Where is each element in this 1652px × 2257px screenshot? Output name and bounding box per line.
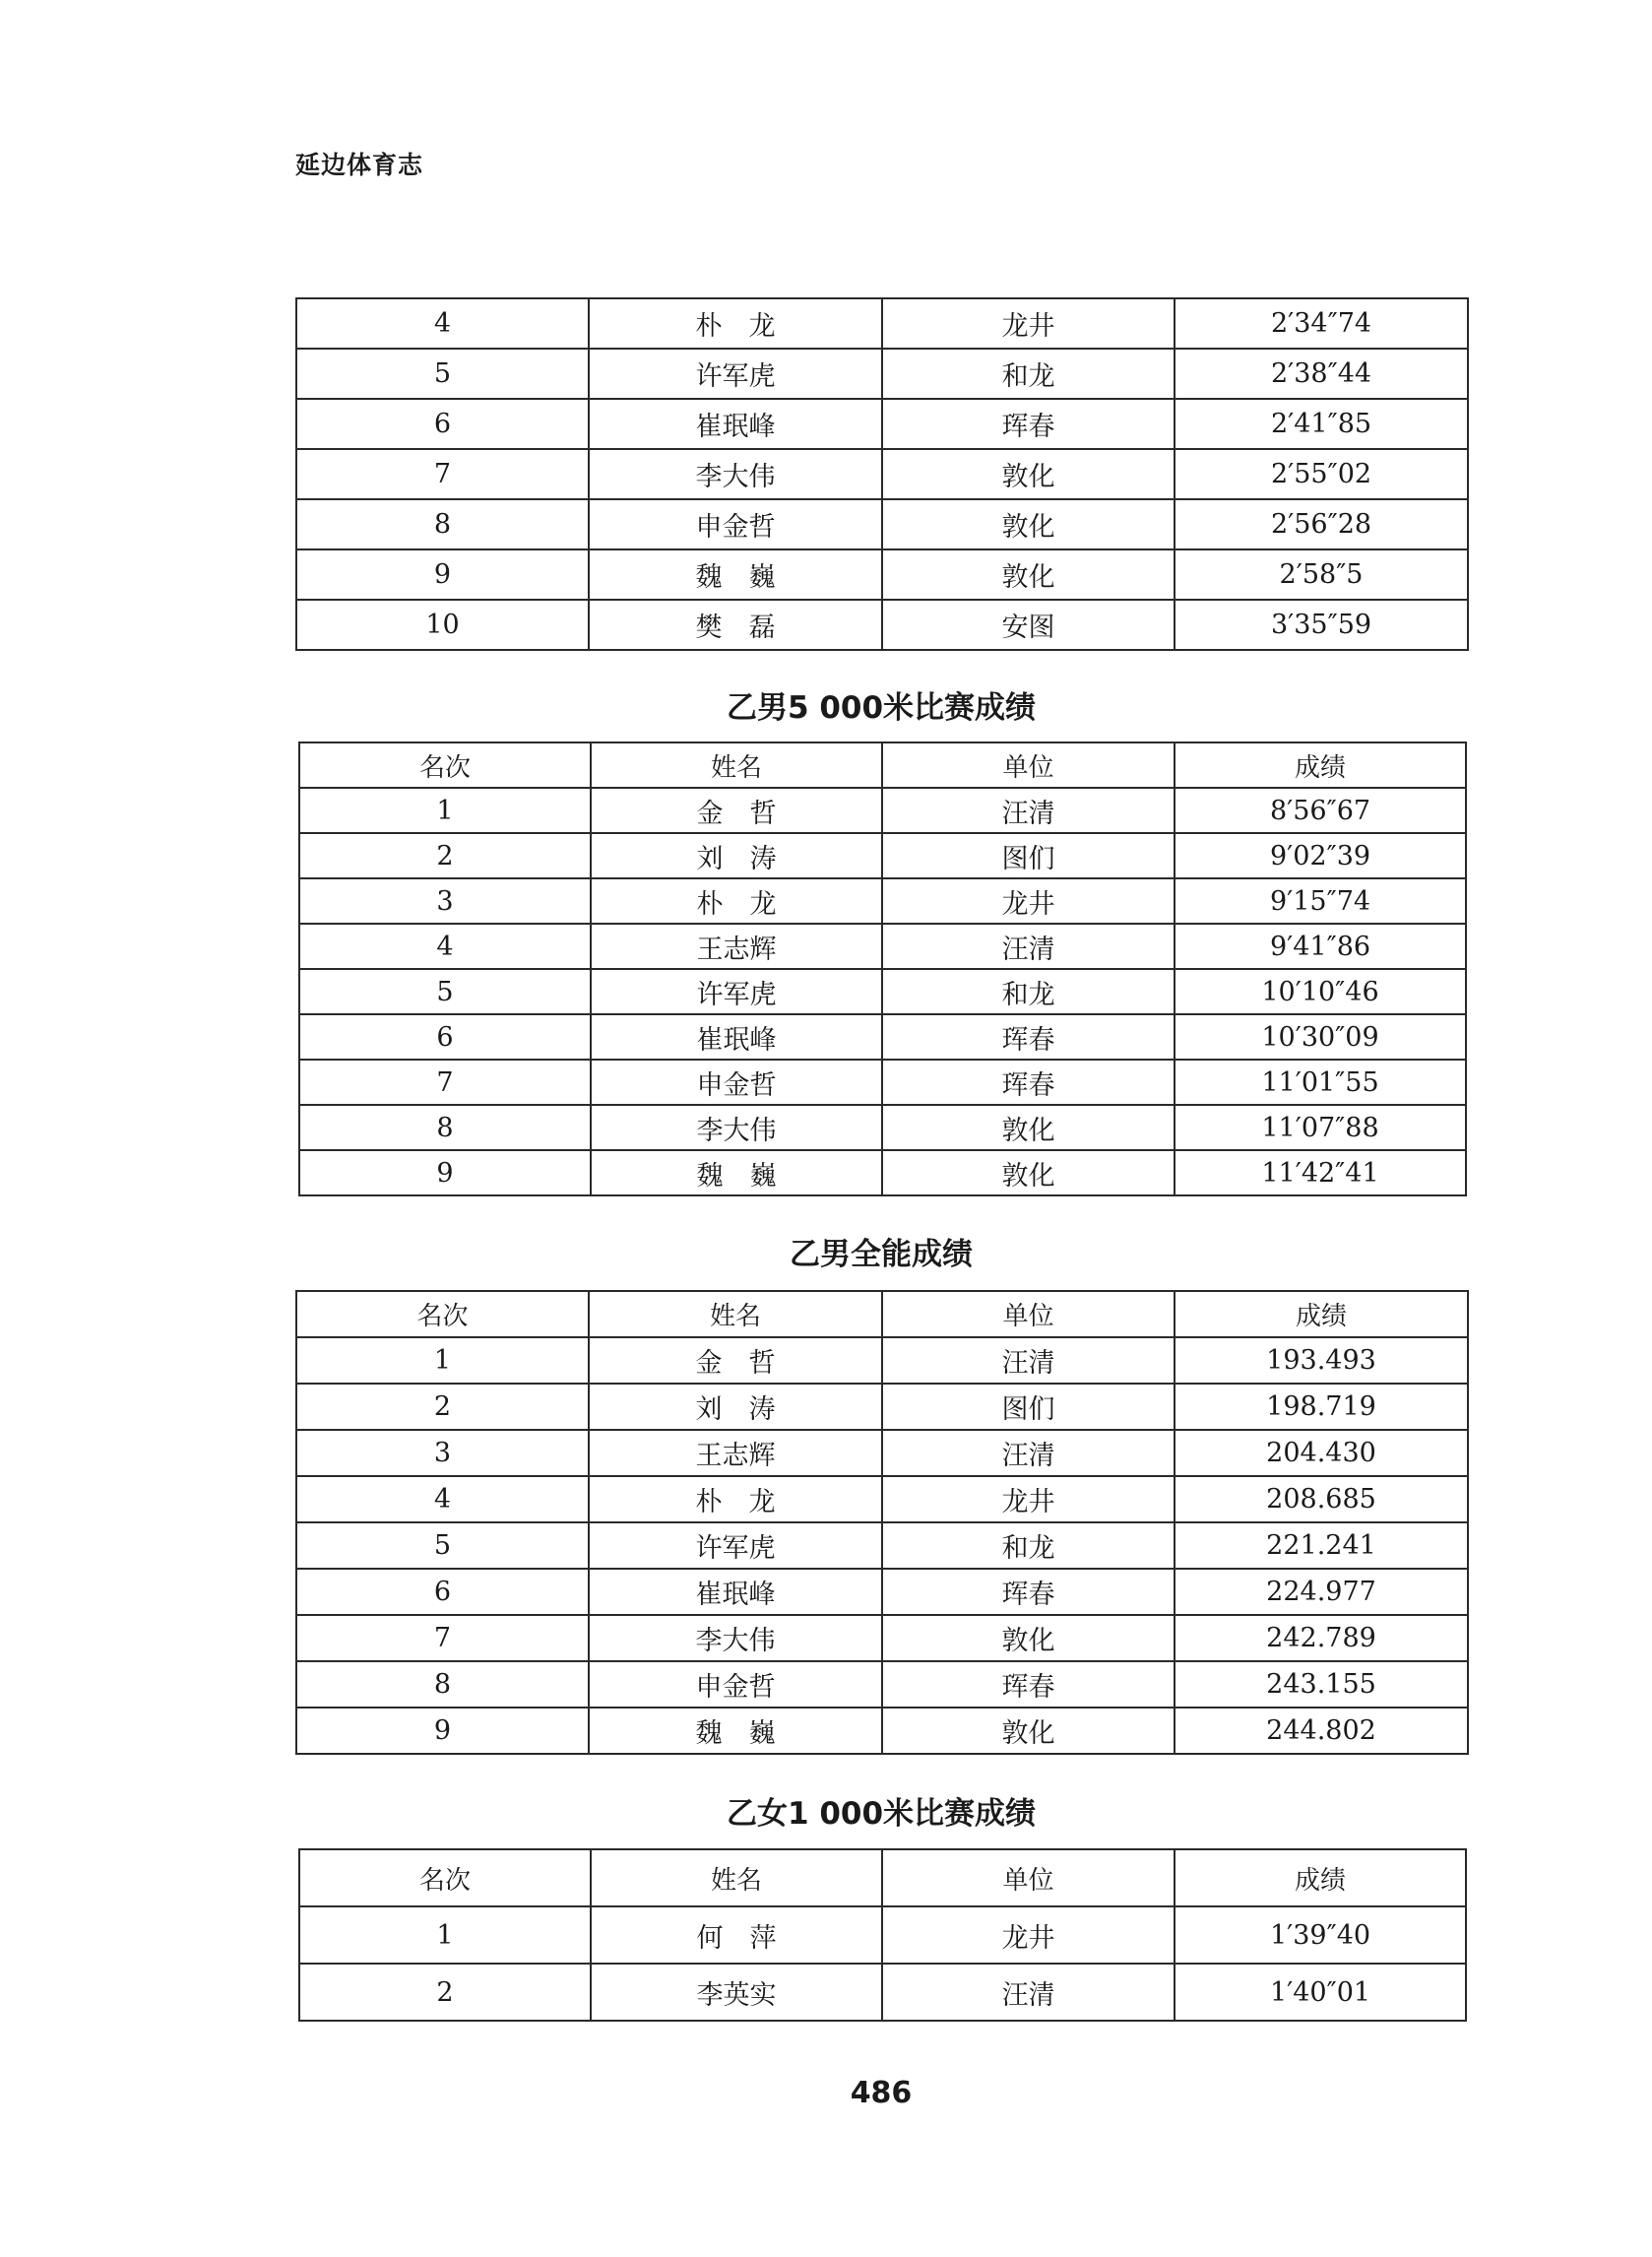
result-cell: 2′38″44 — [1175, 349, 1468, 399]
rank-cell: 6 — [296, 399, 589, 449]
table-row — [296, 499, 1468, 549]
unit-header: 单位 — [882, 1849, 1175, 1906]
result-cell: 11′07″88 — [1175, 1105, 1466, 1150]
rank-cell: 8 — [296, 499, 589, 549]
table-row — [299, 878, 1466, 924]
name-cell: 魏 巍 — [591, 1150, 882, 1195]
name-cell: 刘 涛 — [589, 1384, 882, 1430]
unit-cell: 汪清 — [882, 788, 1175, 833]
table-row — [299, 1105, 1466, 1150]
unit-cell: 珲春 — [882, 1060, 1175, 1105]
name-cell: 魏 巍 — [589, 549, 882, 600]
rank-cell: 6 — [296, 1569, 589, 1615]
table-row — [296, 1708, 1468, 1754]
table-header-row — [299, 742, 1466, 788]
table-row — [296, 349, 1468, 399]
results-table-continued — [295, 297, 1469, 651]
name-cell: 朴 龙 — [589, 298, 882, 349]
unit-cell: 珲春 — [882, 1014, 1175, 1060]
name-cell: 朴 龙 — [591, 878, 882, 924]
unit-cell: 敦化 — [882, 1150, 1175, 1195]
name-cell: 樊 磊 — [589, 600, 882, 650]
name-cell: 崔珉峰 — [591, 1014, 882, 1060]
name-cell: 朴 龙 — [589, 1476, 882, 1522]
unit-cell: 图们 — [882, 1384, 1175, 1430]
result-cell: 221.241 — [1175, 1522, 1468, 1569]
table-row — [296, 449, 1468, 499]
name-cell: 李大伟 — [589, 1615, 882, 1661]
name-cell: 崔珉峰 — [589, 1569, 882, 1615]
unit-cell: 敦化 — [882, 449, 1175, 499]
unit-cell: 敦化 — [882, 1615, 1175, 1661]
result-cell: 2′58″5 — [1175, 549, 1468, 600]
name-cell: 申金哲 — [589, 1661, 882, 1708]
unit-cell: 珲春 — [882, 1569, 1175, 1615]
table-title-1000m-women: 乙女1 000米比赛成绩 — [726, 1796, 1037, 1832]
unit-cell: 敦化 — [882, 1708, 1175, 1754]
rank-cell: 1 — [299, 1906, 591, 1964]
table-row — [296, 399, 1468, 449]
table-row — [296, 1430, 1468, 1476]
name-header: 姓名 — [589, 1291, 882, 1337]
name-cell: 刘 涛 — [591, 833, 882, 878]
result-cell: 2′56″28 — [1175, 499, 1468, 549]
rank-cell: 8 — [299, 1105, 591, 1150]
unit-cell: 龙井 — [882, 878, 1175, 924]
rank-cell: 3 — [296, 1430, 589, 1476]
result-cell: 224.977 — [1175, 1569, 1468, 1615]
table-row — [296, 1522, 1468, 1569]
table-row — [299, 1060, 1466, 1105]
name-cell: 李英实 — [591, 1964, 882, 2021]
result-header: 成绩 — [1175, 1291, 1468, 1337]
result-cell: 3′35″59 — [1175, 600, 1468, 650]
table-row — [296, 1615, 1468, 1661]
result-cell: 2′55″02 — [1175, 449, 1468, 499]
rank-cell: 2 — [299, 833, 591, 878]
table-row — [299, 1150, 1466, 1195]
unit-cell: 珲春 — [882, 1661, 1175, 1708]
name-cell: 王志辉 — [589, 1430, 882, 1476]
table-row — [296, 1384, 1468, 1430]
result-cell: 198.719 — [1175, 1384, 1468, 1430]
table-row — [296, 1661, 1468, 1708]
result-cell: 8′56″67 — [1175, 788, 1466, 833]
result-cell: 193.493 — [1175, 1337, 1468, 1384]
name-cell: 申金哲 — [591, 1060, 882, 1105]
rank-cell: 1 — [296, 1337, 589, 1384]
result-cell: 9′41″86 — [1175, 924, 1466, 969]
table-row — [296, 549, 1468, 600]
result-cell: 11′01″55 — [1175, 1060, 1466, 1105]
rank-cell: 10 — [296, 600, 589, 650]
name-cell: 许军虎 — [591, 969, 882, 1014]
unit-cell: 汪清 — [882, 1337, 1175, 1384]
name-cell: 何 萍 — [591, 1906, 882, 1964]
rank-cell: 4 — [296, 1476, 589, 1522]
result-cell: 243.155 — [1175, 1661, 1468, 1708]
result-cell: 10′10″46 — [1175, 969, 1466, 1014]
rank-cell: 1 — [299, 788, 591, 833]
rank-cell: 7 — [296, 449, 589, 499]
name-cell: 许军虎 — [589, 1522, 882, 1569]
result-cell: 244.802 — [1175, 1708, 1468, 1754]
results-table-1000m-women — [298, 1848, 1467, 2022]
unit-cell: 龙井 — [882, 1906, 1175, 1964]
unit-cell: 和龙 — [882, 1522, 1175, 1569]
table-row — [299, 788, 1466, 833]
table-row — [296, 298, 1468, 349]
result-cell: 9′15″74 — [1175, 878, 1466, 924]
rank-cell: 8 — [296, 1661, 589, 1708]
rank-cell: 5 — [299, 969, 591, 1014]
unit-cell: 敦化 — [882, 1105, 1175, 1150]
unit-cell: 图们 — [882, 833, 1175, 878]
table-title-allround: 乙男全能成绩 — [790, 1237, 973, 1272]
unit-cell: 汪清 — [882, 924, 1175, 969]
results-table-5000m — [298, 742, 1467, 1196]
result-cell: 1′39″40 — [1175, 1906, 1466, 1964]
result-header: 成绩 — [1175, 742, 1466, 788]
table-row — [299, 924, 1466, 969]
unit-cell: 敦化 — [882, 549, 1175, 600]
table-row — [299, 1964, 1466, 2021]
unit-cell: 汪清 — [882, 1964, 1175, 2021]
name-cell: 金 哲 — [591, 788, 882, 833]
rank-cell: 5 — [296, 349, 589, 399]
table-row — [296, 1569, 1468, 1615]
table-row — [296, 1476, 1468, 1522]
result-cell: 11′42″41 — [1175, 1150, 1466, 1195]
unit-cell: 珲春 — [882, 399, 1175, 449]
table-row — [299, 833, 1466, 878]
unit-cell: 敦化 — [882, 499, 1175, 549]
table-row — [299, 1906, 1466, 1964]
unit-cell: 安图 — [882, 600, 1175, 650]
results-table-allround — [295, 1290, 1469, 1755]
rank-cell: 2 — [296, 1384, 589, 1430]
result-cell: 2′41″85 — [1175, 399, 1468, 449]
rank-cell: 4 — [299, 924, 591, 969]
table-row — [296, 1337, 1468, 1384]
rank-cell: 3 — [299, 878, 591, 924]
rank-cell: 9 — [296, 549, 589, 600]
rank-header: 名次 — [299, 742, 591, 788]
unit-cell: 汪清 — [882, 1430, 1175, 1476]
result-header: 成绩 — [1175, 1849, 1466, 1906]
table-row — [299, 969, 1466, 1014]
rank-cell: 9 — [296, 1708, 589, 1754]
rank-cell: 5 — [296, 1522, 589, 1569]
rank-header: 名次 — [299, 1849, 591, 1906]
rank-cell: 2 — [299, 1964, 591, 2021]
result-cell: 242.789 — [1175, 1615, 1468, 1661]
table-row — [296, 600, 1468, 650]
name-header: 姓名 — [591, 742, 882, 788]
result-cell: 9′02″39 — [1175, 833, 1466, 878]
name-cell: 金 哲 — [589, 1337, 882, 1384]
result-cell: 204.430 — [1175, 1430, 1468, 1476]
result-cell: 208.685 — [1175, 1476, 1468, 1522]
name-cell: 崔珉峰 — [589, 399, 882, 449]
unit-cell: 龙井 — [882, 298, 1175, 349]
rank-cell: 9 — [299, 1150, 591, 1195]
result-cell: 2′34″74 — [1175, 298, 1468, 349]
table-header-row — [299, 1849, 1466, 1906]
name-cell: 李大伟 — [589, 449, 882, 499]
unit-header: 单位 — [882, 742, 1175, 788]
unit-header: 单位 — [882, 1291, 1175, 1337]
running-head: 延边体育志 — [295, 151, 424, 179]
name-header: 姓名 — [591, 1849, 882, 1906]
unit-cell: 和龙 — [882, 969, 1175, 1014]
name-cell: 李大伟 — [591, 1105, 882, 1150]
rank-cell: 4 — [296, 298, 589, 349]
table-row — [299, 1014, 1466, 1060]
result-cell: 10′30″09 — [1175, 1014, 1466, 1060]
rank-cell: 7 — [296, 1615, 589, 1661]
table-title-5000m: 乙男5 000米比赛成绩 — [726, 690, 1037, 726]
page-number: 486 — [850, 2076, 913, 2110]
name-cell: 申金哲 — [589, 499, 882, 549]
rank-cell: 6 — [299, 1014, 591, 1060]
name-cell: 许军虎 — [589, 349, 882, 399]
unit-cell: 和龙 — [882, 349, 1175, 399]
name-cell: 魏 巍 — [589, 1708, 882, 1754]
unit-cell: 龙井 — [882, 1476, 1175, 1522]
name-cell: 王志辉 — [591, 924, 882, 969]
table-header-row — [296, 1291, 1468, 1337]
rank-header: 名次 — [296, 1291, 589, 1337]
result-cell: 1′40″01 — [1175, 1964, 1466, 2021]
rank-cell: 7 — [299, 1060, 591, 1105]
